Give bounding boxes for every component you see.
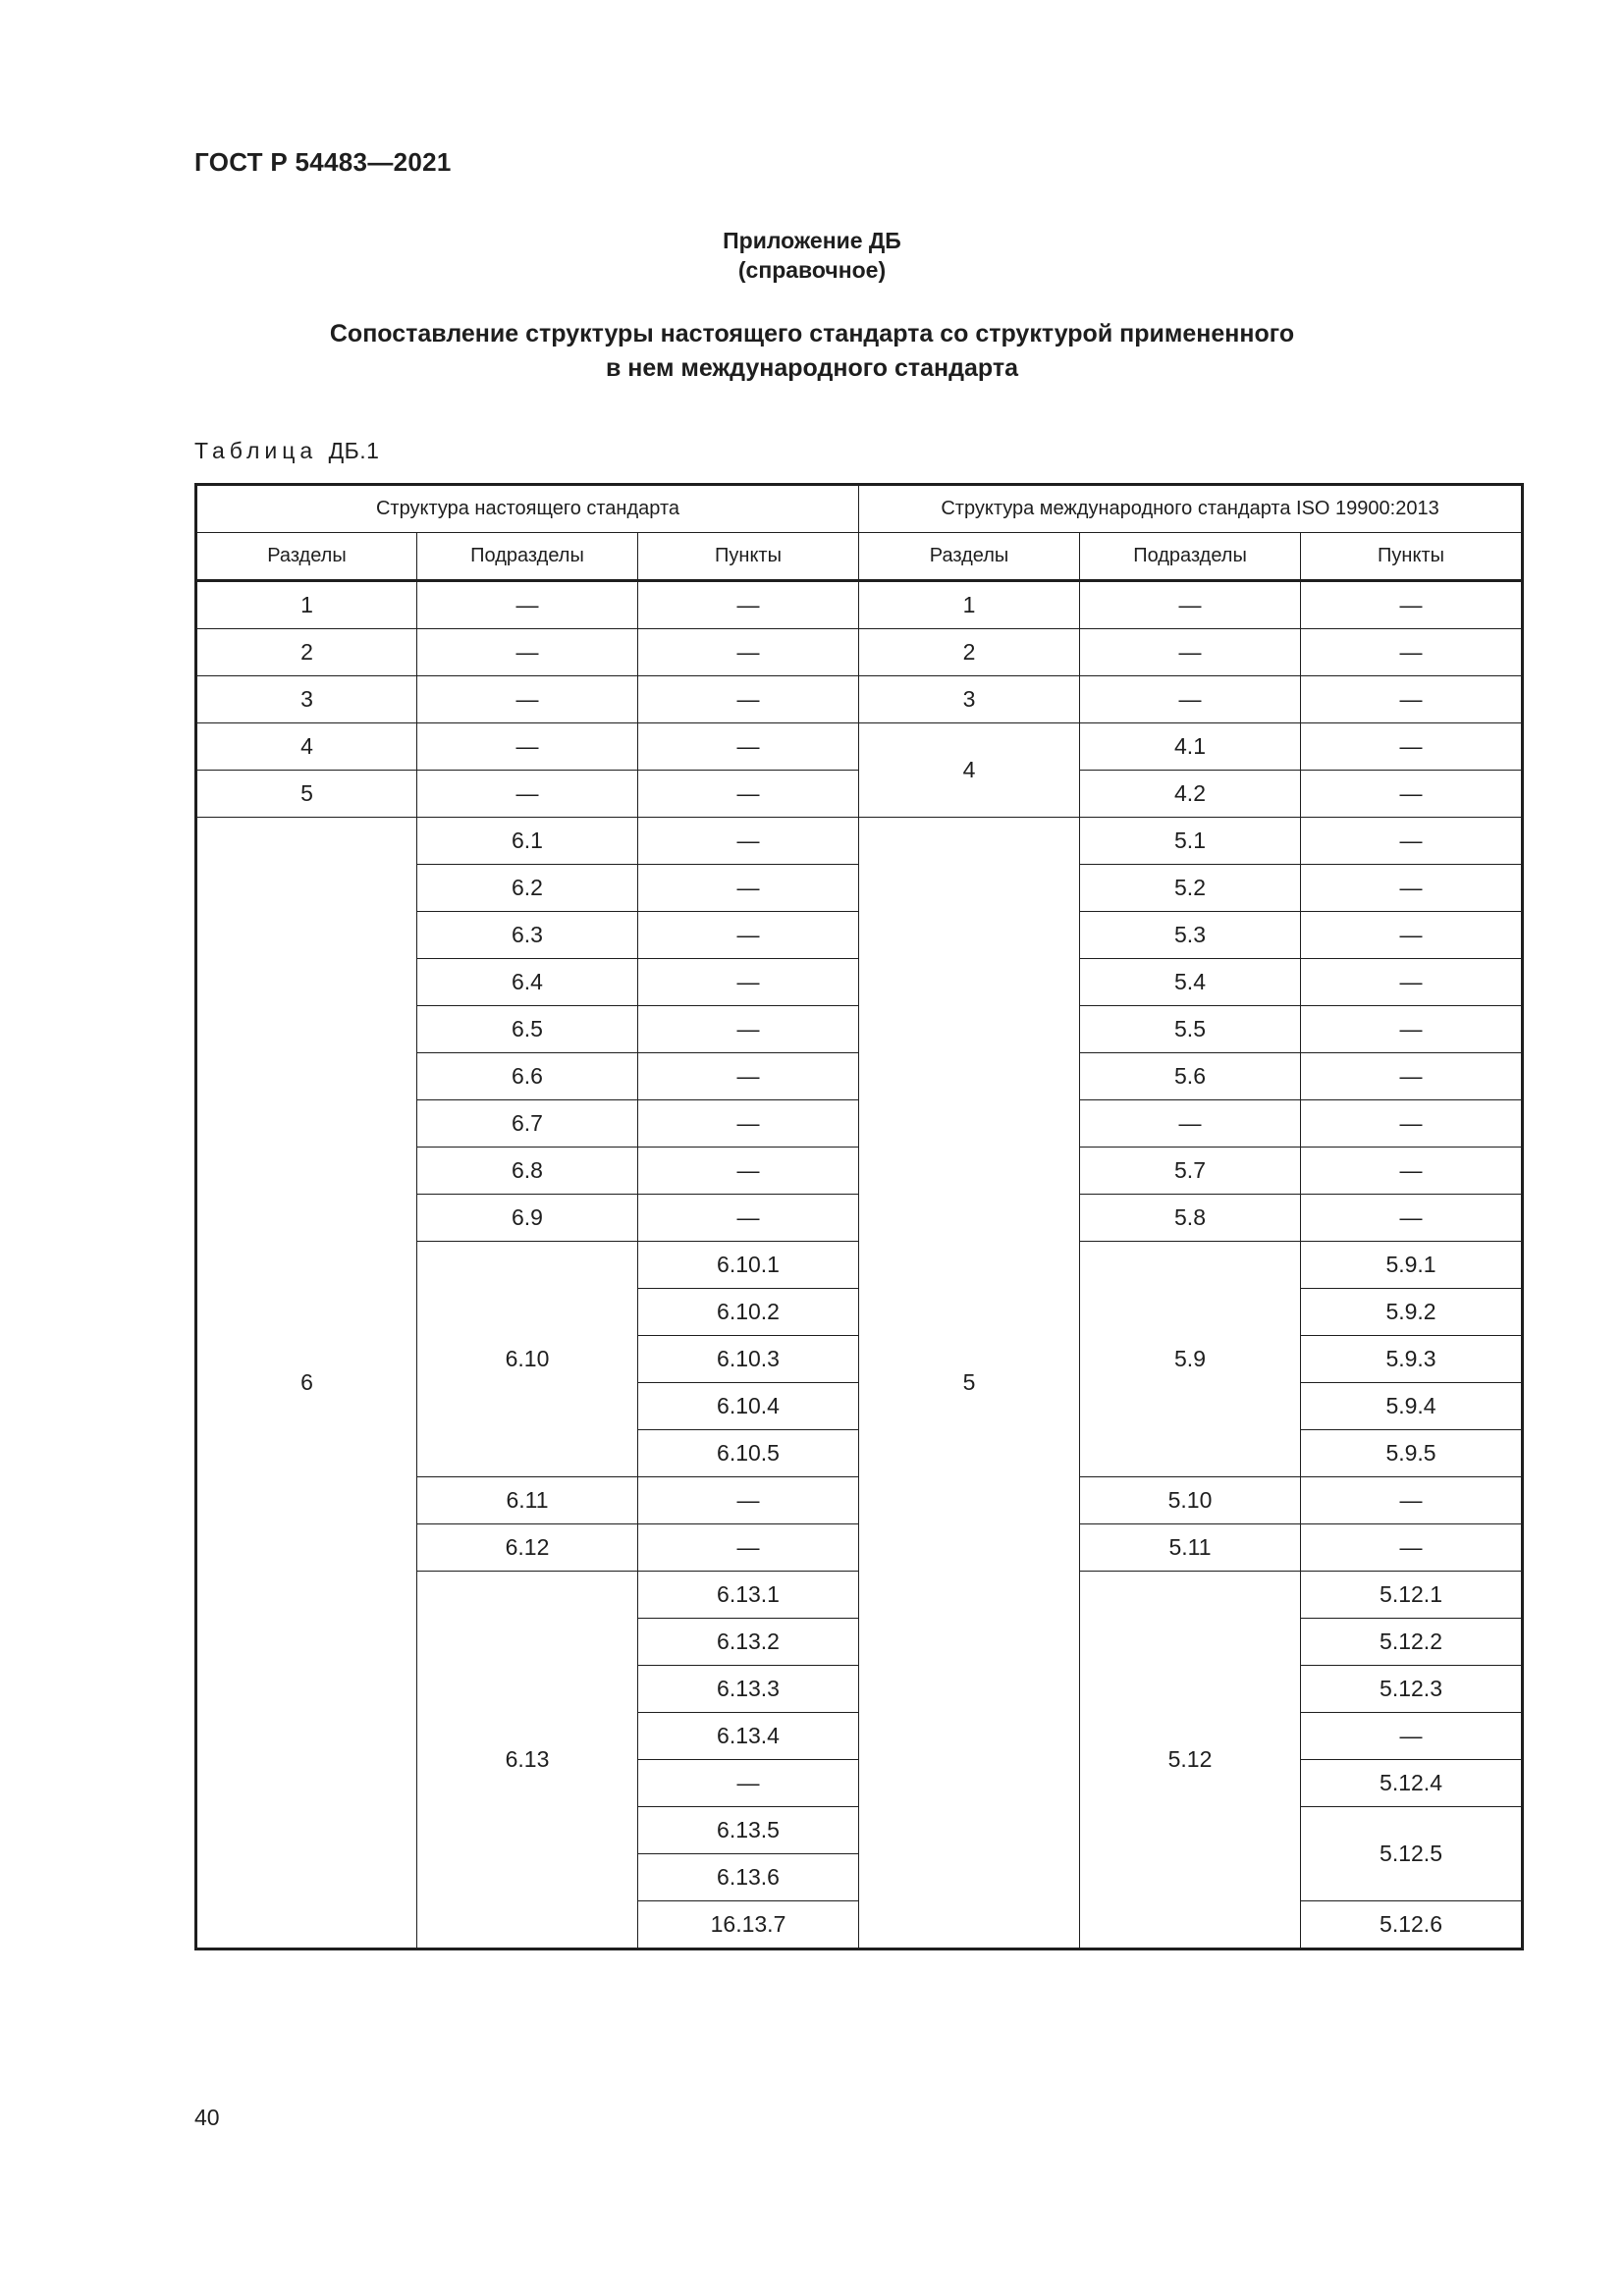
comparison-table [194, 483, 1524, 1950]
table-group-header-row [196, 485, 1523, 533]
appendix-note: (справочное) [737, 257, 887, 283]
table-cell: — [1080, 629, 1301, 676]
table-cell: — [1301, 1148, 1523, 1195]
table-cell: 1 [859, 581, 1080, 629]
table-cell: 16.13.7 [638, 1901, 859, 1949]
table-cell: — [1301, 1477, 1523, 1524]
table-cell: — [638, 865, 859, 912]
table-cell: 5.12.3 [1301, 1666, 1523, 1713]
column-header-subsections: Подразделы [1080, 533, 1301, 581]
table-cell: 6.10.4 [638, 1383, 859, 1430]
table-cell: — [1301, 1195, 1523, 1242]
table-cell: 4.2 [1080, 771, 1301, 818]
table-cell: — [638, 818, 859, 865]
table-row [196, 581, 1523, 629]
table-cell: — [1301, 1053, 1523, 1100]
table-cell: — [1301, 818, 1523, 865]
table-cell: — [1301, 865, 1523, 912]
table-cell: 4.1 [1080, 723, 1301, 771]
table-cell: 6.13.4 [638, 1713, 859, 1760]
table-cell: 6.10.2 [638, 1289, 859, 1336]
table-cell: 5.9.1 [1301, 1242, 1523, 1289]
table-caption-number: ДБ.1 [328, 438, 380, 463]
table-cell: 6.13.5 [638, 1807, 859, 1854]
table-cell: — [638, 771, 859, 818]
table-cell: — [638, 1760, 859, 1807]
table-row [196, 629, 1523, 676]
document-code: ГОСТ Р 54483—2021 [194, 147, 452, 177]
table-cell: 5.1 [1080, 818, 1301, 865]
table-row [196, 723, 1523, 771]
table-cell: 5.12.1 [1301, 1572, 1523, 1619]
table-cell: — [417, 771, 638, 818]
table-cell: 6.5 [417, 1006, 638, 1053]
column-header-items: Пункты [638, 533, 859, 581]
table-cell-merged-5-9: 5.9 [1080, 1242, 1301, 1477]
table-cell: — [638, 959, 859, 1006]
table-cell: 5.9.2 [1301, 1289, 1523, 1336]
table-cell: — [1301, 1524, 1523, 1572]
table-cell: — [638, 1148, 859, 1195]
table-cell: 3 [859, 676, 1080, 723]
table-cell-merged-6-13: 6.13 [417, 1572, 638, 1949]
table-cell: — [1080, 676, 1301, 723]
table-cell: 5.8 [1080, 1195, 1301, 1242]
table-cell: — [1301, 959, 1523, 1006]
table-cell: 5.7 [1080, 1148, 1301, 1195]
table-cell: 6.6 [417, 1053, 638, 1100]
heading-line-2: в нем международного стандарта [605, 354, 1019, 382]
table-caption [194, 438, 379, 464]
table-cell: 2 [196, 629, 417, 676]
table-cell: 6.12 [417, 1524, 638, 1572]
table-cell: 5.6 [1080, 1053, 1301, 1100]
table-cell: — [1080, 581, 1301, 629]
table-cell: 6.10.3 [638, 1336, 859, 1383]
table-cell: — [638, 723, 859, 771]
table-cell: — [1301, 581, 1523, 629]
table-cell: 6.8 [417, 1148, 638, 1195]
table-cell: 5.3 [1080, 912, 1301, 959]
table-cell: 6.1 [417, 818, 638, 865]
table-cell-merged: 4 [859, 723, 1080, 818]
table-cell: 5.9.5 [1301, 1430, 1523, 1477]
table-cell: — [638, 1006, 859, 1053]
table-cell: — [638, 1524, 859, 1572]
table-cell: 2 [859, 629, 1080, 676]
table-cell: 3 [196, 676, 417, 723]
table-cell: — [638, 1477, 859, 1524]
table-cell: 5.12.4 [1301, 1760, 1523, 1807]
table-cell: 6.4 [417, 959, 638, 1006]
table-cell: 6.3 [417, 912, 638, 959]
table-cell: 6.9 [417, 1195, 638, 1242]
table-cell-merged-6-10: 6.10 [417, 1242, 638, 1477]
table-cell-merged-section-5: 5 [859, 818, 1080, 1949]
table-row [196, 676, 1523, 723]
table-cell: 5.9.4 [1301, 1383, 1523, 1430]
table-cell-merged: 5.12.5 [1301, 1807, 1523, 1901]
table-cell: — [638, 629, 859, 676]
group-header-current-standard: Структура настоящего стандарта [196, 485, 859, 533]
table-cell: — [1301, 1713, 1523, 1760]
table-cell: 5 [196, 771, 417, 818]
table-cell: — [1301, 629, 1523, 676]
table-cell: — [1301, 912, 1523, 959]
page-number: 40 [194, 2105, 220, 2130]
heading-line-1: Сопоставление структуры настоящего стандарта со структурой примененного [329, 320, 1295, 347]
table-cell: 5.9.3 [1301, 1336, 1523, 1383]
table-cell: 6.11 [417, 1477, 638, 1524]
table-cell: — [1080, 1100, 1301, 1148]
table-cell: 6.13.2 [638, 1619, 859, 1666]
table-caption-word: Таблица [194, 438, 318, 463]
table-cell: — [1301, 676, 1523, 723]
table-cell: — [638, 1053, 859, 1100]
table-cell: 4 [196, 723, 417, 771]
appendix-title: Приложение ДБ [723, 228, 901, 253]
table-cell: — [638, 1195, 859, 1242]
table-cell: 6.13.6 [638, 1854, 859, 1901]
table-cell: 6.7 [417, 1100, 638, 1148]
table-cell: — [417, 629, 638, 676]
table-cell: — [417, 676, 638, 723]
table-cell-merged-5-12: 5.12 [1080, 1572, 1301, 1949]
table-cell: — [417, 581, 638, 629]
table-cell: 5.4 [1080, 959, 1301, 1006]
table-cell: — [638, 581, 859, 629]
table-cell: 6.13.3 [638, 1666, 859, 1713]
table-cell: 6.2 [417, 865, 638, 912]
table-cell: 5.12.6 [1301, 1901, 1523, 1949]
table-cell-merged-section-6: 6 [196, 818, 417, 1949]
table-cell: 6.13.1 [638, 1572, 859, 1619]
table-cell: — [1301, 1006, 1523, 1053]
column-header-sections: Разделы [859, 533, 1080, 581]
group-header-international-standard: Структура международного стандарта ISO 19900:2013 [859, 485, 1523, 533]
table-cell: 5.5 [1080, 1006, 1301, 1053]
table-cell: 1 [196, 581, 417, 629]
table-cell: — [638, 676, 859, 723]
table-column-header-row [196, 533, 1523, 581]
table-row [196, 818, 1523, 865]
column-header-subsections: Подразделы [417, 533, 638, 581]
table-cell: — [1301, 771, 1523, 818]
table-cell: — [1301, 1100, 1523, 1148]
table-cell: 5.11 [1080, 1524, 1301, 1572]
table-cell: 6.10.1 [638, 1242, 859, 1289]
table-cell: — [638, 1100, 859, 1148]
table-cell: 5.10 [1080, 1477, 1301, 1524]
column-header-sections: Разделы [196, 533, 417, 581]
table-cell: 5.2 [1080, 865, 1301, 912]
table-cell: 6.10.5 [638, 1430, 859, 1477]
table-cell: — [638, 912, 859, 959]
table-cell: — [1301, 723, 1523, 771]
table-cell: 5.12.2 [1301, 1619, 1523, 1666]
column-header-items: Пункты [1301, 533, 1523, 581]
table-cell: — [417, 723, 638, 771]
